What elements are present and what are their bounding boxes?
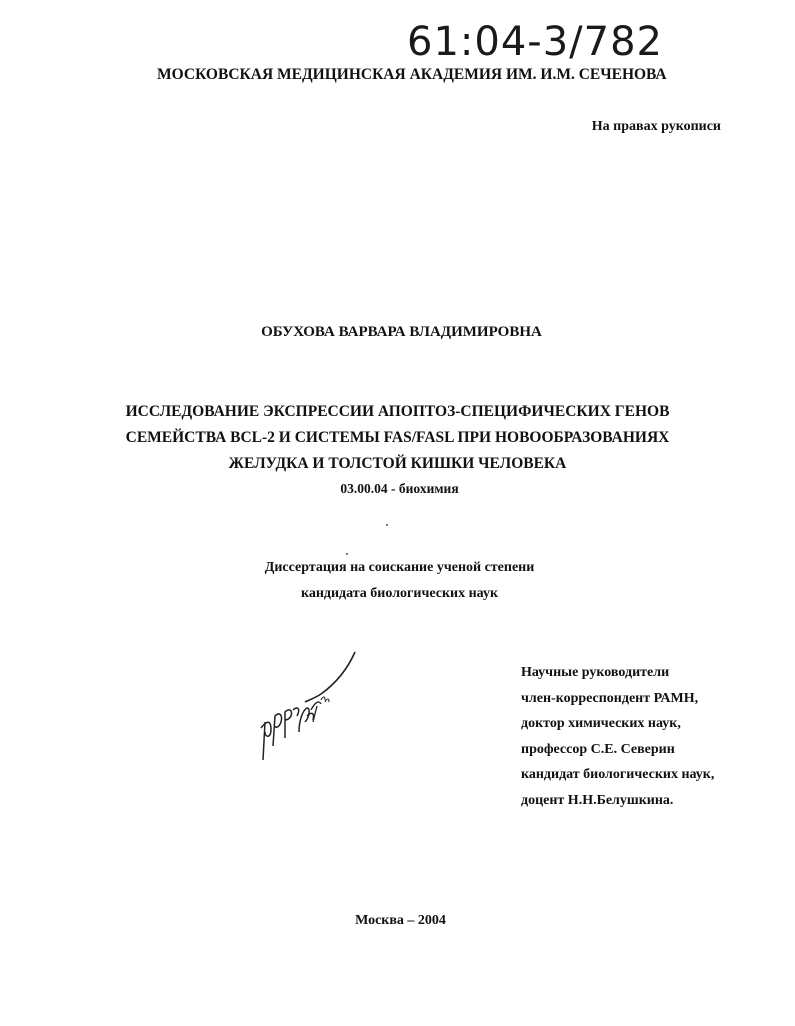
city-year: Москва – 2004 (355, 913, 446, 928)
institution-name: МОСКОВСКАЯ МЕДИЦИНСКАЯ АКАДЕМИЯ ИМ. И.М. СЕЧЕНОВА (157, 66, 667, 83)
author-name: ОБУХОВА ВАРВАРА ВЛАДИМИРОВНА (261, 324, 542, 340)
supervisor-line: кандидат биологических наук, (521, 767, 715, 782)
degree-line: Диссертация на соискание ученой степени (264, 560, 535, 575)
archive-code-svg (405, 10, 685, 70)
archive-code-text: 61:04-3/782 (407, 19, 663, 65)
supervisor-line: доктор химических наук, (521, 716, 681, 731)
signature-svg (255, 650, 365, 760)
archive-code-handwritten (405, 10, 685, 70)
handwritten-signature (255, 650, 365, 760)
title-line: СЕМЕЙСТВА BCL-2 И СИСТЕМЫ FAS/FASL ПРИ НОВООБРАЗОВАНИЯХ (125, 429, 670, 446)
scan-speck (386, 524, 388, 526)
scientific-supervisors (521, 660, 714, 813)
supervisor-line: доцент Н.Н.Белушкина. (521, 792, 674, 808)
supervisor-line: член-корреспондент РАМН, (521, 690, 699, 706)
manuscript-note: На правах рукописи (591, 119, 721, 134)
specialty-code: 03.00.04 - биохимия (340, 481, 459, 496)
title-line: ЖЕЛУДКА И ТОЛСТОЙ КИШКИ ЧЕЛОВЕКА (228, 455, 567, 472)
supervisors-heading: Научные руководители (521, 665, 670, 680)
degree-line: кандидата биологических наук (300, 586, 499, 601)
title-line: ИССЛЕДОВАНИЕ ЭКСПРЕССИИ АПОПТОЗ-СПЕЦИФИЧЕСКИХ ГЕНОВ (125, 403, 670, 420)
supervisor-line: профессор С.Е. Северин (521, 741, 675, 757)
degree-statement (0, 555, 795, 607)
dissertation-title (0, 399, 795, 477)
